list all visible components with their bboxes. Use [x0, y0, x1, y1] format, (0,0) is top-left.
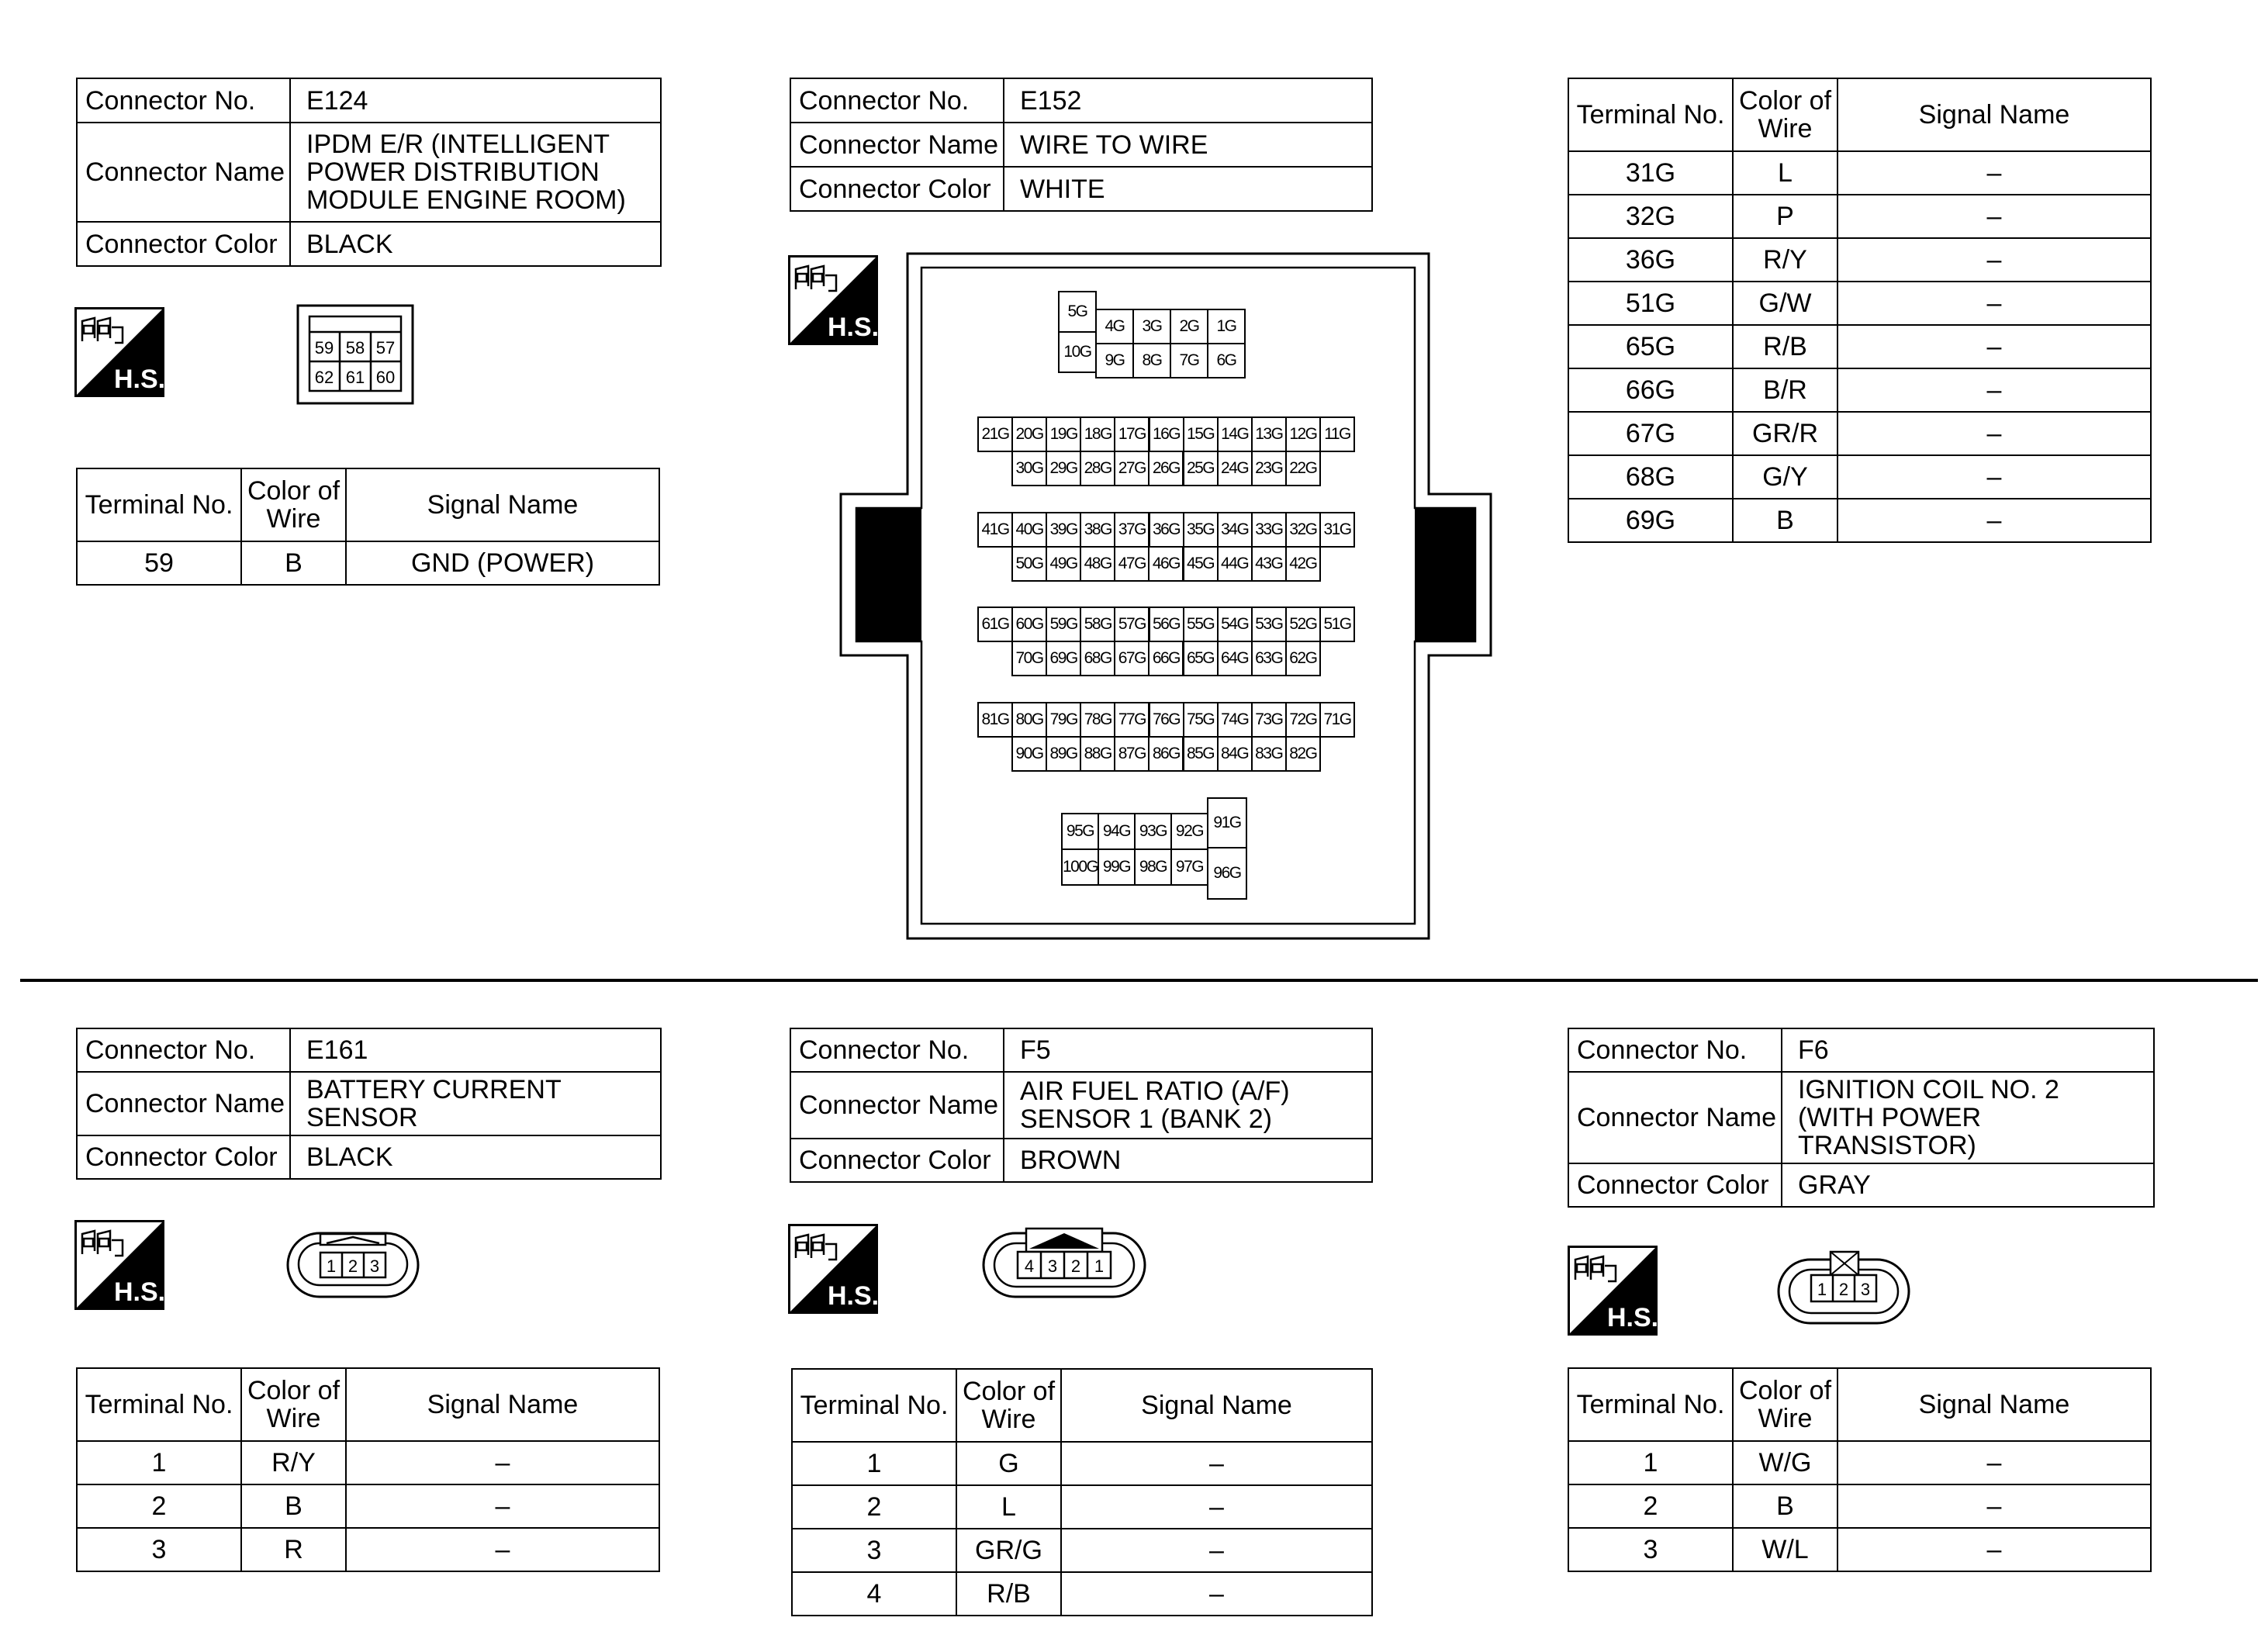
e152-pin: 80G [1011, 702, 1047, 738]
wire-color-cell: R [241, 1528, 346, 1571]
e152-pin: 21G [977, 416, 1013, 452]
terminal-cell: 2 [77, 1484, 241, 1528]
e152-pin: 78G [1080, 702, 1115, 738]
signal-name-cell: – [1837, 455, 2151, 499]
e152-pin: 91G [1207, 797, 1247, 848]
e152-pin: 1G [1207, 309, 1246, 344]
terminal-cell: 59 [77, 541, 241, 585]
e152-pin: 5G [1058, 291, 1097, 333]
signal-name-cell: – [1837, 151, 2151, 195]
signal-name-cell: – [1837, 1441, 2151, 1484]
connector-color-label: Connector Color [77, 222, 290, 266]
e152-pin: 10G [1058, 331, 1097, 373]
f5-info-table [790, 1028, 1373, 1183]
terminal-cell: 1 [1568, 1441, 1733, 1484]
signal-name-cell: – [346, 1528, 659, 1571]
signal-name-header: Signal Name [1837, 78, 2151, 151]
e152-pin: 90G [1011, 736, 1047, 772]
hs-label: H.S. [113, 1277, 164, 1307]
wire-color-cell: B [241, 1484, 346, 1528]
e152-pin: 33G [1251, 512, 1287, 548]
signal-name-cell: – [346, 1484, 659, 1528]
signal-name-cell: – [1837, 325, 2151, 368]
e152-pin: 59G [1046, 607, 1081, 642]
connector-color-label: Connector Color [790, 1139, 1004, 1182]
connector-name-value: BATTERY CURRENT SENSOR [290, 1072, 661, 1135]
e152-pin: 65G [1183, 641, 1219, 676]
e152-pin: 88G [1080, 736, 1115, 772]
e152-pin: 28G [1080, 451, 1115, 486]
e152-pin: 92G [1170, 813, 1208, 850]
e152-pin: 56G [1149, 607, 1184, 642]
connector-name-label: Connector Name [77, 123, 290, 222]
connector-color-value: BROWN [1004, 1139, 1372, 1182]
e152-pin: 84G [1217, 736, 1253, 772]
e152-pin: 98G [1134, 848, 1172, 886]
wire-color-cell: P [1733, 195, 1837, 238]
e152-pin: 45G [1183, 546, 1219, 582]
terminal-cell: 2 [1568, 1484, 1733, 1528]
e152-pin: 23G [1251, 451, 1287, 486]
e152-pin: 29G [1046, 451, 1081, 486]
signal-name-cell: – [1837, 1528, 2151, 1571]
e152-pin: 70G [1011, 641, 1047, 676]
e152-pin: 95G [1061, 813, 1099, 850]
e152-pin: 68G [1080, 641, 1115, 676]
e152-pin: 93G [1134, 813, 1172, 850]
e152-pin: 38G [1080, 512, 1115, 548]
signal-name-header: Signal Name [1837, 1368, 2151, 1441]
wire-color-cell: B [1733, 499, 1837, 542]
e152-pin: 15G [1183, 416, 1219, 452]
wire-color-cell: G [956, 1442, 1061, 1485]
e152-pin: 41G [977, 512, 1013, 548]
e152-pin: 24G [1217, 451, 1253, 486]
e152-pin: 22G [1285, 451, 1321, 486]
pin-label: 57 [375, 338, 396, 358]
e152-pin: 55G [1183, 607, 1219, 642]
pin-label: 4 [1024, 1256, 1035, 1276]
wire-color-cell: GR/R [1733, 412, 1837, 455]
e152-pin: 42G [1285, 546, 1321, 582]
connector-no-label: Connector No. [77, 78, 290, 123]
pin-label: 1 [1094, 1256, 1105, 1276]
pin-label: 1 [326, 1256, 337, 1276]
connector-no-label: Connector No. [1568, 1028, 1782, 1072]
pin-label: 3 [1047, 1256, 1058, 1276]
connector-name-label: Connector Name [790, 1072, 1004, 1139]
terminal-cell: 3 [1568, 1528, 1733, 1571]
e152-pin: 51G [1319, 607, 1355, 642]
terminal-cell: 68G [1568, 455, 1733, 499]
color-of-wire-header: Color of Wire [241, 468, 346, 541]
color-of-wire-header: Color of Wire [956, 1369, 1061, 1442]
wire-color-cell: GR/G [956, 1529, 1061, 1572]
f6-terminal-table [1568, 1367, 2152, 1572]
e152-pin: 66G [1148, 641, 1184, 676]
pin-label: 1 [1817, 1280, 1827, 1299]
e152-pin: 94G [1098, 813, 1136, 850]
e152-pin: 40G [1011, 512, 1047, 548]
signal-name-header: Signal Name [346, 468, 659, 541]
terminal-cell: 36G [1568, 238, 1733, 282]
pin-label: 3 [369, 1256, 380, 1276]
e152-pin: 32G [1285, 512, 1321, 548]
e152-pin: 52G [1285, 607, 1321, 642]
connector-no-label: Connector No. [790, 78, 1004, 123]
e152-pin: 58G [1080, 607, 1115, 642]
e124-terminal-table [76, 468, 660, 586]
terminal-no-header: Terminal No. [77, 1368, 241, 1441]
e152-pin: 86G [1148, 736, 1184, 772]
connector-name-value: WIRE TO WIRE [1004, 123, 1372, 167]
harness-side-icon [788, 1224, 878, 1314]
e152-pin: 46G [1148, 546, 1184, 582]
signal-name-header: Signal Name [346, 1368, 659, 1441]
e152-pin: 97G [1170, 848, 1208, 886]
e152-pin: 47G [1114, 546, 1150, 582]
connector-name-value: IPDM E/R (INTELLIGENT POWER DISTRIBUTION MODULE ENGINE ROOM) [290, 123, 661, 222]
terminal-cell: 67G [1568, 412, 1733, 455]
e152-pin: 44G [1217, 546, 1253, 582]
e152-pin: 14G [1217, 416, 1253, 452]
e161-terminal-table [76, 1367, 660, 1572]
connector-no-value: E161 [290, 1028, 661, 1072]
e152-pin: 85G [1183, 736, 1219, 772]
terminal-no-header: Terminal No. [1568, 78, 1733, 151]
signal-name-cell: – [1837, 412, 2151, 455]
e152-pin: 74G [1217, 702, 1253, 738]
terminal-no-header: Terminal No. [77, 468, 241, 541]
wire-color-cell: L [1733, 151, 1837, 195]
e152-pin: 13G [1251, 416, 1287, 452]
terminal-cell: 1 [77, 1441, 241, 1484]
e152-pin: 82G [1285, 736, 1321, 772]
terminal-cell: 3 [792, 1529, 956, 1572]
e152-pin: 8G [1132, 343, 1171, 378]
connector-no-value: F5 [1004, 1028, 1372, 1072]
signal-name-cell: GND (POWER) [346, 541, 659, 585]
e152-pin: 71G [1319, 702, 1355, 738]
signal-name-cell: – [1837, 238, 2151, 282]
terminal-cell: 51G [1568, 282, 1733, 325]
e152-pin: 83G [1251, 736, 1287, 772]
harness-side-icon [1568, 1246, 1658, 1336]
wire-color-cell: W/L [1733, 1528, 1837, 1571]
f5-connector-face [981, 1225, 1149, 1303]
wire-color-cell: G/W [1733, 282, 1837, 325]
e152-pin: 67G [1114, 641, 1150, 676]
section-divider [20, 979, 2258, 982]
e152-pin: 63G [1251, 641, 1287, 676]
signal-name-cell: – [1837, 1484, 2151, 1528]
e152-pin: 17G [1114, 416, 1150, 452]
terminal-no-header: Terminal No. [792, 1369, 956, 1442]
harness-side-icon [74, 1220, 164, 1310]
pin-label: 61 [345, 368, 365, 387]
color-of-wire-header: Color of Wire [1733, 78, 1837, 151]
pin-label: 59 [314, 338, 334, 358]
e152-pin: 18G [1080, 416, 1115, 452]
e152-pin: 3G [1132, 309, 1171, 344]
e152-pin: 100G [1061, 848, 1099, 886]
e152-pin: 50G [1011, 546, 1047, 582]
e152-pin: 62G [1285, 641, 1321, 676]
e152-pin: 73G [1251, 702, 1287, 738]
pin-label: 3 [1860, 1280, 1871, 1299]
e152-pin: 7G [1170, 343, 1208, 378]
signal-name-cell: – [1837, 282, 2151, 325]
signal-name-cell: – [1061, 1485, 1372, 1529]
wire-color-cell: R/Y [1733, 238, 1837, 282]
e152-pin: 87G [1114, 736, 1150, 772]
e152-pin: 43G [1251, 546, 1287, 582]
connector-name-value: IGNITION COIL NO. 2 (WITH POWER TRANSISTOR) [1782, 1072, 2154, 1163]
wire-color-cell: B [1733, 1484, 1837, 1528]
connector-color-value: WHITE [1004, 167, 1372, 211]
connector-color-value: BLACK [290, 1135, 661, 1179]
color-of-wire-header: Color of Wire [1733, 1368, 1837, 1441]
wire-color-cell: B [241, 541, 346, 585]
e152-pin: 75G [1183, 702, 1219, 738]
wire-color-cell: R/B [956, 1572, 1061, 1616]
e152-pin: 9G [1095, 343, 1134, 378]
hs-label: H.S. [827, 313, 878, 342]
e124-info-table [76, 78, 662, 267]
wire-color-cell: G/Y [1733, 455, 1837, 499]
e152-terminal-table [1568, 78, 2152, 543]
pin-label: 2 [347, 1256, 358, 1276]
e152-pin: 34G [1217, 512, 1253, 548]
e152-pin: 19G [1046, 416, 1081, 452]
terminal-cell: 4 [792, 1572, 956, 1616]
terminal-cell: 32G [1568, 195, 1733, 238]
e152-pin: 89G [1046, 736, 1081, 772]
connector-name-label: Connector Name [77, 1072, 290, 1135]
connector-no-value: F6 [1782, 1028, 2154, 1072]
e152-pin: 2G [1170, 309, 1208, 344]
terminal-cell: 66G [1568, 368, 1733, 412]
wire-color-cell: R/Y [241, 1441, 346, 1484]
connector-no-value: E124 [290, 78, 661, 123]
color-of-wire-header: Color of Wire [241, 1368, 346, 1441]
e152-pin: 16G [1149, 416, 1184, 452]
terminal-no-header: Terminal No. [1568, 1368, 1733, 1441]
pin-label: 2 [1838, 1280, 1849, 1299]
e152-pin: 11G [1319, 416, 1355, 452]
hs-label: H.S. [827, 1281, 878, 1311]
connector-no-value: E152 [1004, 78, 1372, 123]
e152-pin: 20G [1011, 416, 1047, 452]
e124-connector-face [296, 304, 414, 405]
f6-connector-face [1776, 1249, 1913, 1326]
wire-color-cell: R/B [1733, 325, 1837, 368]
e152-pin: 72G [1285, 702, 1321, 738]
terminal-cell: 3 [77, 1528, 241, 1571]
connector-color-label: Connector Color [790, 167, 1004, 211]
wire-color-cell: W/G [1733, 1441, 1837, 1484]
connector-no-label: Connector No. [77, 1028, 290, 1072]
connector-name-label: Connector Name [790, 123, 1004, 167]
e152-pin: 60G [1011, 607, 1047, 642]
pin-label: 58 [345, 338, 365, 358]
connector-name-label: Connector Name [1568, 1072, 1782, 1163]
connector-name-value: AIR FUEL RATIO (A/F) SENSOR 1 (BANK 2) [1004, 1072, 1372, 1139]
e152-pin: 57G [1114, 607, 1150, 642]
hs-label: H.S. [113, 365, 164, 394]
e152-pin: 26G [1148, 451, 1184, 486]
e152-pin: 54G [1217, 607, 1253, 642]
signal-name-cell: – [1061, 1529, 1372, 1572]
e152-pin: 48G [1080, 546, 1115, 582]
signal-name-cell: – [1837, 499, 2151, 542]
terminal-cell: 31G [1568, 151, 1733, 195]
wire-color-cell: L [956, 1485, 1061, 1529]
f5-terminal-table [791, 1368, 1373, 1616]
e152-pin: 6G [1207, 343, 1246, 378]
pin-label: 60 [375, 368, 396, 387]
e152-info-table [790, 78, 1373, 212]
e152-pin: 64G [1217, 641, 1253, 676]
pin-label: 62 [314, 368, 334, 387]
e152-pin: 4G [1095, 309, 1134, 344]
e152-pin: 27G [1114, 451, 1150, 486]
terminal-cell: 1 [792, 1442, 956, 1485]
e152-pin: 61G [977, 607, 1013, 642]
e152-pin: 81G [977, 702, 1013, 738]
pin-label: 2 [1070, 1256, 1081, 1276]
terminal-cell: 69G [1568, 499, 1733, 542]
e152-pin: 49G [1046, 546, 1081, 582]
signal-name-cell: – [1061, 1442, 1372, 1485]
e152-pin: 39G [1046, 512, 1081, 548]
connector-color-label: Connector Color [77, 1135, 290, 1179]
hs-label: H.S. [1606, 1303, 1658, 1332]
terminal-cell: 2 [792, 1485, 956, 1529]
e152-pin: 36G [1149, 512, 1184, 548]
f6-info-table [1568, 1028, 2155, 1208]
terminal-cell: 65G [1568, 325, 1733, 368]
e152-pin: 37G [1114, 512, 1150, 548]
e152-pin: 35G [1183, 512, 1219, 548]
e152-pin: 96G [1207, 847, 1247, 900]
wire-color-cell: B/R [1733, 368, 1837, 412]
e152-pin: 69G [1046, 641, 1081, 676]
harness-side-icon [74, 307, 164, 397]
e152-pin: 99G [1098, 848, 1136, 886]
e152-pin: 31G [1319, 512, 1355, 548]
e152-pin: 12G [1285, 416, 1321, 452]
e152-pin: 53G [1251, 607, 1287, 642]
e152-pin: 25G [1183, 451, 1219, 486]
e161-info-table [76, 1028, 662, 1180]
signal-name-cell: – [346, 1441, 659, 1484]
signal-name-cell: – [1837, 368, 2151, 412]
connector-color-label: Connector Color [1568, 1163, 1782, 1207]
signal-name-cell: – [1837, 195, 2151, 238]
e152-pin: 76G [1149, 702, 1184, 738]
e152-pin: 77G [1114, 702, 1150, 738]
e152-pin: 30G [1011, 451, 1047, 486]
connector-color-value: GRAY [1782, 1163, 2154, 1207]
e152-pin: 79G [1046, 702, 1081, 738]
signal-name-header: Signal Name [1061, 1369, 1372, 1442]
connector-no-label: Connector No. [790, 1028, 1004, 1072]
signal-name-cell: – [1061, 1572, 1372, 1616]
e161-connector-face [285, 1229, 422, 1301]
connector-color-value: BLACK [290, 222, 661, 266]
